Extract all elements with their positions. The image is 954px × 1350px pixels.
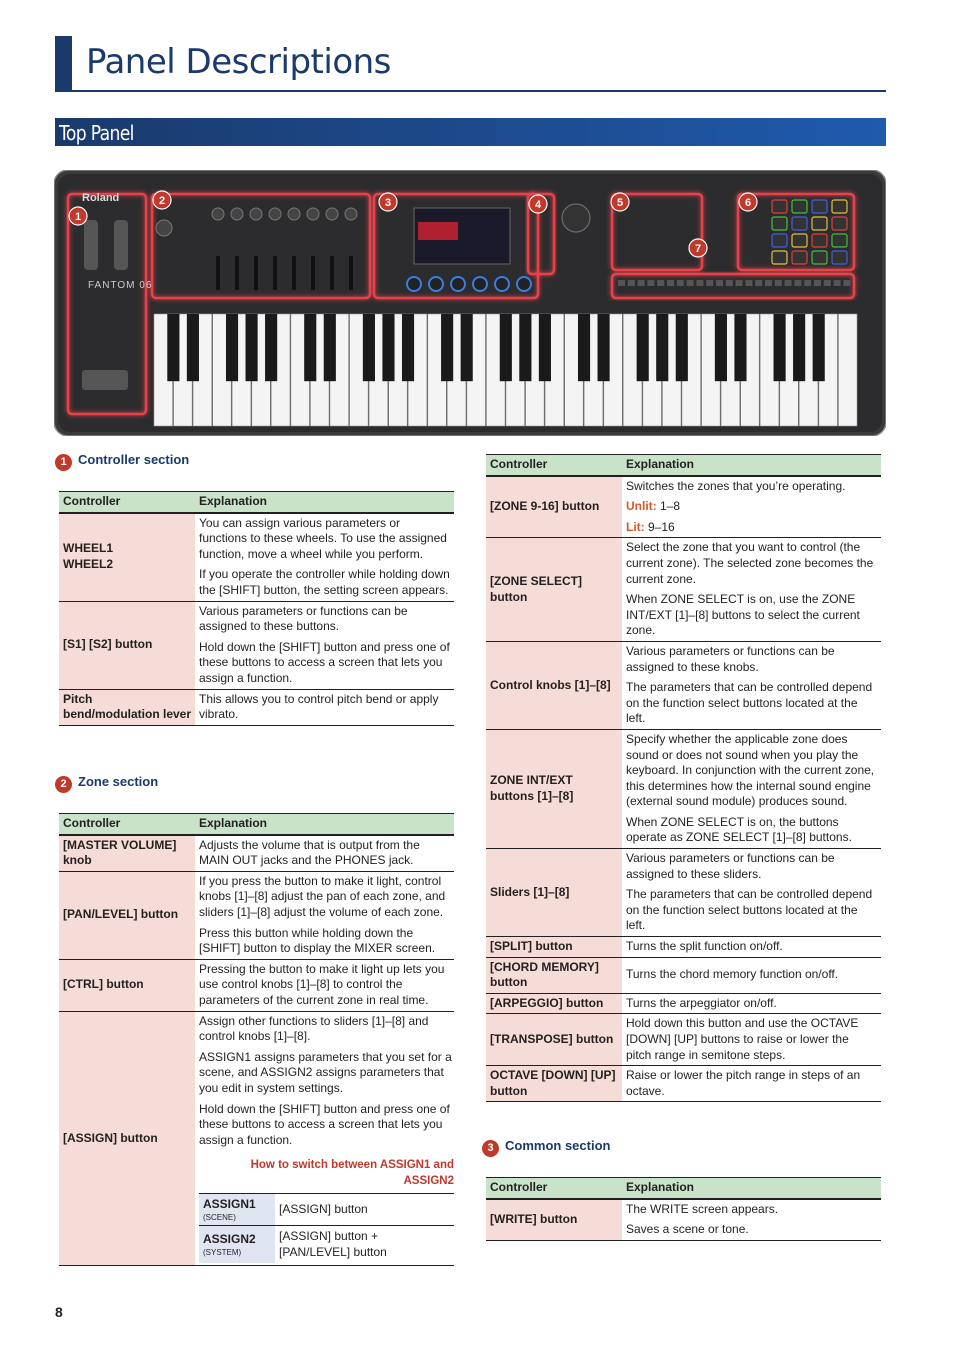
table-row <box>486 849 881 937</box>
pad <box>792 200 807 213</box>
table-row <box>199 1226 454 1264</box>
page-title: Panel Descriptions <box>86 42 391 82</box>
function-knob <box>517 277 531 291</box>
black-key <box>187 314 199 381</box>
pad <box>772 251 787 264</box>
controller-cell: [TRANSPOSE] button <box>486 1014 622 1066</box>
pitch-bend-lever <box>82 370 128 390</box>
col-header-explanation: Explanation <box>622 1178 881 1199</box>
pad <box>832 251 847 264</box>
assign-switch-table <box>199 1193 454 1263</box>
panel-button <box>785 280 792 286</box>
assign-key: ASSIGN1 <box>203 1197 256 1212</box>
explanation-cell <box>195 871 454 959</box>
black-key <box>265 314 277 381</box>
section-number-badge: 1 <box>55 454 72 471</box>
panel-button <box>834 280 841 286</box>
black-key <box>598 314 610 381</box>
slider <box>292 256 296 290</box>
function-knob <box>407 277 421 291</box>
table-row <box>486 937 881 958</box>
table-row <box>486 641 881 729</box>
controller-section-title: Controller section <box>78 452 190 467</box>
col-header-explanation: Explanation <box>622 455 881 476</box>
model-logo: FANTOM 06 <box>88 280 153 291</box>
controller-cell: Pitch bend/modulation lever <box>59 689 195 725</box>
table-row <box>486 957 881 993</box>
controller-section-heading <box>55 452 189 471</box>
explanation-text: ASSIGN1 assigns parameters that you set for a scene, and ASSIGN2 assigns parameters that you edit in system settings. <box>199 1049 452 1095</box>
black-key <box>539 314 551 381</box>
black-key <box>578 314 590 381</box>
controller-cell: ZONE INT/EXT buttons [1]–[8] <box>486 729 622 848</box>
pad <box>832 200 847 213</box>
black-key <box>324 314 336 381</box>
panel-button <box>736 280 743 286</box>
pad <box>772 200 787 213</box>
explanation-cell <box>622 957 881 993</box>
col-header-controller: Controller <box>486 455 622 476</box>
explanation-cell <box>195 835 454 872</box>
display-highlight <box>418 222 458 240</box>
col-header-controller: Controller <box>486 1178 622 1199</box>
black-key <box>656 314 668 381</box>
panel-button <box>628 280 635 286</box>
callout-number: 4 <box>534 199 542 211</box>
zone-section-heading <box>55 774 158 793</box>
explanation-text: Pressing the button to make it light up lets you use control knobs [1]–[8] to control the parameters of the current zone in real time. <box>199 961 445 1007</box>
explanation-text: If you operate the controller while holding down the [SHIFT] button, the setting screen appears. <box>199 567 450 597</box>
black-key <box>402 314 414 381</box>
black-key <box>500 314 512 381</box>
col-header-explanation: Explanation <box>195 492 454 513</box>
assign-key-sub: (SYSTEM) <box>203 1247 242 1257</box>
panel-button <box>657 280 664 286</box>
explanation-text: Various parameters or functions can be assigned to these sliders. <box>626 851 835 881</box>
value-dial <box>562 204 590 232</box>
table-row <box>486 1014 881 1066</box>
explanation-text: This allows you to control pitch bend or apply vibrato. <box>199 691 439 722</box>
explanation-text: Various parameters or functions can be assigned to these buttons. <box>199 603 408 634</box>
function-knob <box>451 277 465 291</box>
table-row <box>59 959 454 1011</box>
panel-button <box>775 280 782 286</box>
control-knob <box>269 208 281 220</box>
explanation-text: Various parameters or functions can be assigned to these knobs. <box>626 643 835 674</box>
zone-section-table <box>59 813 454 1266</box>
explanation-text: If you press the button to make it light, control knobs [1]–[8] adjust the pan of each zone, and sliders [1]–[8] adjust the volume of each zone. <box>199 873 446 919</box>
controller-cell: WHEEL1 WHEEL2 <box>59 513 195 601</box>
assign-value-cell: [ASSIGN] button + [PAN/LEVEL] button <box>275 1226 454 1264</box>
function-knob <box>495 277 509 291</box>
controller-cell: [SPLIT] button <box>486 937 622 958</box>
black-key <box>715 314 727 381</box>
pad <box>832 217 847 230</box>
panel-button <box>804 280 811 286</box>
brand-logo: Roland <box>82 192 120 204</box>
explanation-text: Adjusts the volume that is output from the MAIN OUT jacks and the PHONES jack. <box>199 837 420 868</box>
controller-cell: OCTAVE [DOWN] [UP] button <box>486 1066 622 1102</box>
explanation-text: You can assign various parameters or functions to these wheels. To use the assigned function, move a wheel while you perform. <box>199 515 447 561</box>
lit-label: Lit: <box>626 519 645 534</box>
callout-number: 2 <box>158 195 166 207</box>
master-volume-knob <box>156 220 172 236</box>
assign-key-sub: (SCENE) <box>203 1213 236 1223</box>
explanation-text: Saves a scene or tone. <box>626 1222 749 1237</box>
panel-button <box>814 280 821 286</box>
panel-button <box>667 280 674 286</box>
callout-number: 5 <box>616 197 624 209</box>
zone-section-title: Zone section <box>78 774 159 789</box>
black-key <box>226 314 238 381</box>
section-number-badge: 3 <box>482 1140 499 1157</box>
control-knob <box>250 208 262 220</box>
controller-cell: [CHORD MEMORY] button <box>486 957 622 993</box>
table-row <box>59 835 454 872</box>
slider <box>235 256 239 290</box>
explanation-cell <box>622 538 881 642</box>
controller-cell: [S1] [S2] button <box>59 601 195 689</box>
callout-number: 6 <box>744 197 752 209</box>
common-section-table <box>486 1177 881 1241</box>
table-row <box>486 1199 881 1241</box>
function-knob <box>473 277 487 291</box>
black-key <box>461 314 473 381</box>
title-accent <box>55 36 72 90</box>
explanation-cell <box>622 937 881 958</box>
panel-button <box>618 280 625 286</box>
col-header-controller: Controller <box>59 492 195 513</box>
table-row <box>59 871 454 959</box>
explanation-cell <box>622 993 881 1014</box>
explanation-text: The WRITE screen appears. <box>626 1201 779 1216</box>
common-section-title: Common section <box>505 1138 611 1153</box>
callout-number: 3 <box>384 197 392 209</box>
explanation-cell <box>622 1066 881 1102</box>
controller-cell: Control knobs [1]–[8] <box>486 641 622 729</box>
pad <box>812 200 827 213</box>
slider <box>254 256 258 290</box>
explanation-text: Hold down the [SHIFT] button and press one of these buttons to access a screen that lets you assign a function. <box>199 639 450 685</box>
explanation-text: The parameters that can be controlled depend on the function select buttons located at the left. <box>626 680 873 726</box>
unlit-value: 1–8 <box>660 499 681 514</box>
explanation-text: Hold down the [SHIFT] button and press one of these buttons to access a screen that lets you assign a function. <box>199 1101 450 1147</box>
explanation-cell <box>622 729 881 848</box>
black-key <box>363 314 375 381</box>
explanation-cell <box>622 476 881 538</box>
section-title: Top Panel <box>59 121 134 145</box>
panel-button <box>677 280 684 286</box>
explanation-text: Hold down this button and use the OCTAVE [DOWN] [UP] buttons to raise or lower the pitch range in semitone steps. <box>626 1016 859 1062</box>
panel-button <box>687 280 694 286</box>
panel-button <box>843 280 850 286</box>
col-header-controller: Controller <box>59 814 195 835</box>
keyboard-diagram <box>54 170 886 436</box>
black-key <box>734 314 746 381</box>
control-knob <box>231 208 243 220</box>
black-key <box>167 314 179 381</box>
explanation-cell <box>622 1014 881 1066</box>
panel-button <box>696 280 703 286</box>
control-knob <box>307 208 319 220</box>
black-key <box>637 314 649 381</box>
page-number: 8 <box>55 1304 63 1320</box>
callout-number: 1 <box>74 211 82 223</box>
assign-key-cell <box>199 1226 275 1264</box>
slider <box>349 256 353 290</box>
black-key <box>246 314 258 381</box>
pad <box>792 217 807 230</box>
explanation-cell <box>622 1199 881 1241</box>
black-key <box>441 314 453 381</box>
controller-cell: Sliders [1]–[8] <box>486 849 622 937</box>
common-section-heading <box>482 1138 610 1157</box>
controller-cell: [ZONE 9-16] button <box>486 476 622 538</box>
wheel1 <box>84 220 98 270</box>
pad <box>792 251 807 264</box>
pad <box>812 234 827 247</box>
lit-value: 9–16 <box>648 519 675 534</box>
explanation-text: The parameters that can be controlled depend on the function select buttons located at the left. <box>626 887 873 933</box>
pad <box>812 217 827 230</box>
pad <box>772 234 787 247</box>
explanation-cell <box>622 849 881 937</box>
unlit-label: Unlit: <box>626 499 657 514</box>
table-row <box>486 993 881 1014</box>
explanation-text: Raise or lower the pitch range in steps of an octave. <box>626 1068 861 1098</box>
panel-button <box>755 280 762 286</box>
table-row <box>486 729 881 848</box>
explanation-cell <box>195 1011 454 1266</box>
black-key <box>793 314 805 381</box>
explanation-text: Turns the chord memory function on/off. <box>626 967 839 982</box>
control-knob <box>212 208 224 220</box>
explanation-cell <box>622 641 881 729</box>
panel-button <box>745 280 752 286</box>
panel-button <box>638 280 645 286</box>
explanation-cell <box>195 689 454 725</box>
callout-number: 7 <box>694 243 702 255</box>
explanation-text: When ZONE SELECT is on, the buttons operate as ZONE SELECT [1]–[8] buttons. <box>626 814 852 845</box>
explanation-text: Specify whether the applicable zone does sound or does not sound when you play the keyboard. In conjunction with the current zone, this determines how the internal sound engine (external sound module) produces sound. <box>626 731 875 809</box>
panel-button <box>726 280 733 286</box>
black-key <box>676 314 688 381</box>
explanation-text: Assign other functions to sliders [1]–[8] and control knobs [1]–[8]. <box>199 1013 429 1044</box>
slider <box>216 256 220 290</box>
controller-cell: [ZONE SELECT] button <box>486 538 622 642</box>
table-row <box>486 476 881 538</box>
controller-cell: [MASTER VOLUME] knob <box>59 835 195 872</box>
slider <box>273 256 277 290</box>
controller-cell: [CTRL] button <box>59 959 195 1011</box>
control-knob <box>345 208 357 220</box>
explanation-text: Press this button while holding down the [SHIFT] button to display the MIXER screen. <box>199 925 436 956</box>
assign-key-cell <box>199 1194 275 1226</box>
controller-cell: [ARPEGGIO] button <box>486 993 622 1014</box>
explanation-text: Select the zone that you want to control (the current zone). The selected zone becomes the current zone. <box>626 540 874 586</box>
panel-button <box>706 280 713 286</box>
control-knob <box>288 208 300 220</box>
pad <box>812 251 827 264</box>
explanation-text: When ZONE SELECT is on, use the ZONE INT/EXT [1]–[8] buttons to select the current zone. <box>626 592 860 638</box>
panel-button <box>765 280 772 286</box>
page-title-bar <box>55 36 886 92</box>
black-key <box>519 314 531 381</box>
explanation-text: Turns the arpeggiator on/off. <box>626 995 777 1010</box>
wheel2 <box>114 220 128 270</box>
panel-button <box>824 280 831 286</box>
controller-cell: [PAN/LEVEL] button <box>59 871 195 959</box>
table-row <box>59 689 454 725</box>
panel-button <box>794 280 801 286</box>
pad <box>832 234 847 247</box>
explanation-cell <box>195 959 454 1011</box>
table-row <box>59 1011 454 1266</box>
table-row <box>59 601 454 689</box>
table-row <box>486 1066 881 1102</box>
explanation-text: Turns the split function on/off. <box>626 939 783 954</box>
section-number-badge: 2 <box>55 776 72 793</box>
explanation-cell <box>195 513 454 601</box>
section-title-bar <box>55 118 886 146</box>
controller-section-table <box>59 491 454 726</box>
explanation-cell <box>195 601 454 689</box>
controller-cell: [WRITE] button <box>486 1199 622 1241</box>
function-knob <box>429 277 443 291</box>
pad <box>772 217 787 230</box>
white-key <box>838 314 857 426</box>
top-panel-illustration <box>54 170 886 436</box>
table-row <box>486 538 881 642</box>
control-knob <box>326 208 338 220</box>
black-key <box>382 314 394 381</box>
slider <box>311 256 315 290</box>
table-row <box>199 1194 454 1226</box>
col-header-explanation: Explanation <box>195 814 454 835</box>
black-key <box>813 314 825 381</box>
black-key <box>304 314 316 381</box>
panel-button <box>716 280 723 286</box>
slider <box>330 256 334 290</box>
zone-section-table-continued <box>486 454 881 1102</box>
assign-key: ASSIGN2 <box>203 1232 256 1247</box>
controller-cell: [ASSIGN] button <box>59 1011 195 1266</box>
explanation-text: Switches the zones that you’re operating. <box>626 478 846 493</box>
panel-button <box>647 280 654 286</box>
table-row <box>59 513 454 601</box>
black-key <box>774 314 786 381</box>
pad <box>792 234 807 247</box>
assign-subheading: How to switch between ASSIGN1 and ASSIGN2 <box>250 1159 454 1187</box>
assign-value-cell: [ASSIGN] button <box>275 1194 454 1226</box>
